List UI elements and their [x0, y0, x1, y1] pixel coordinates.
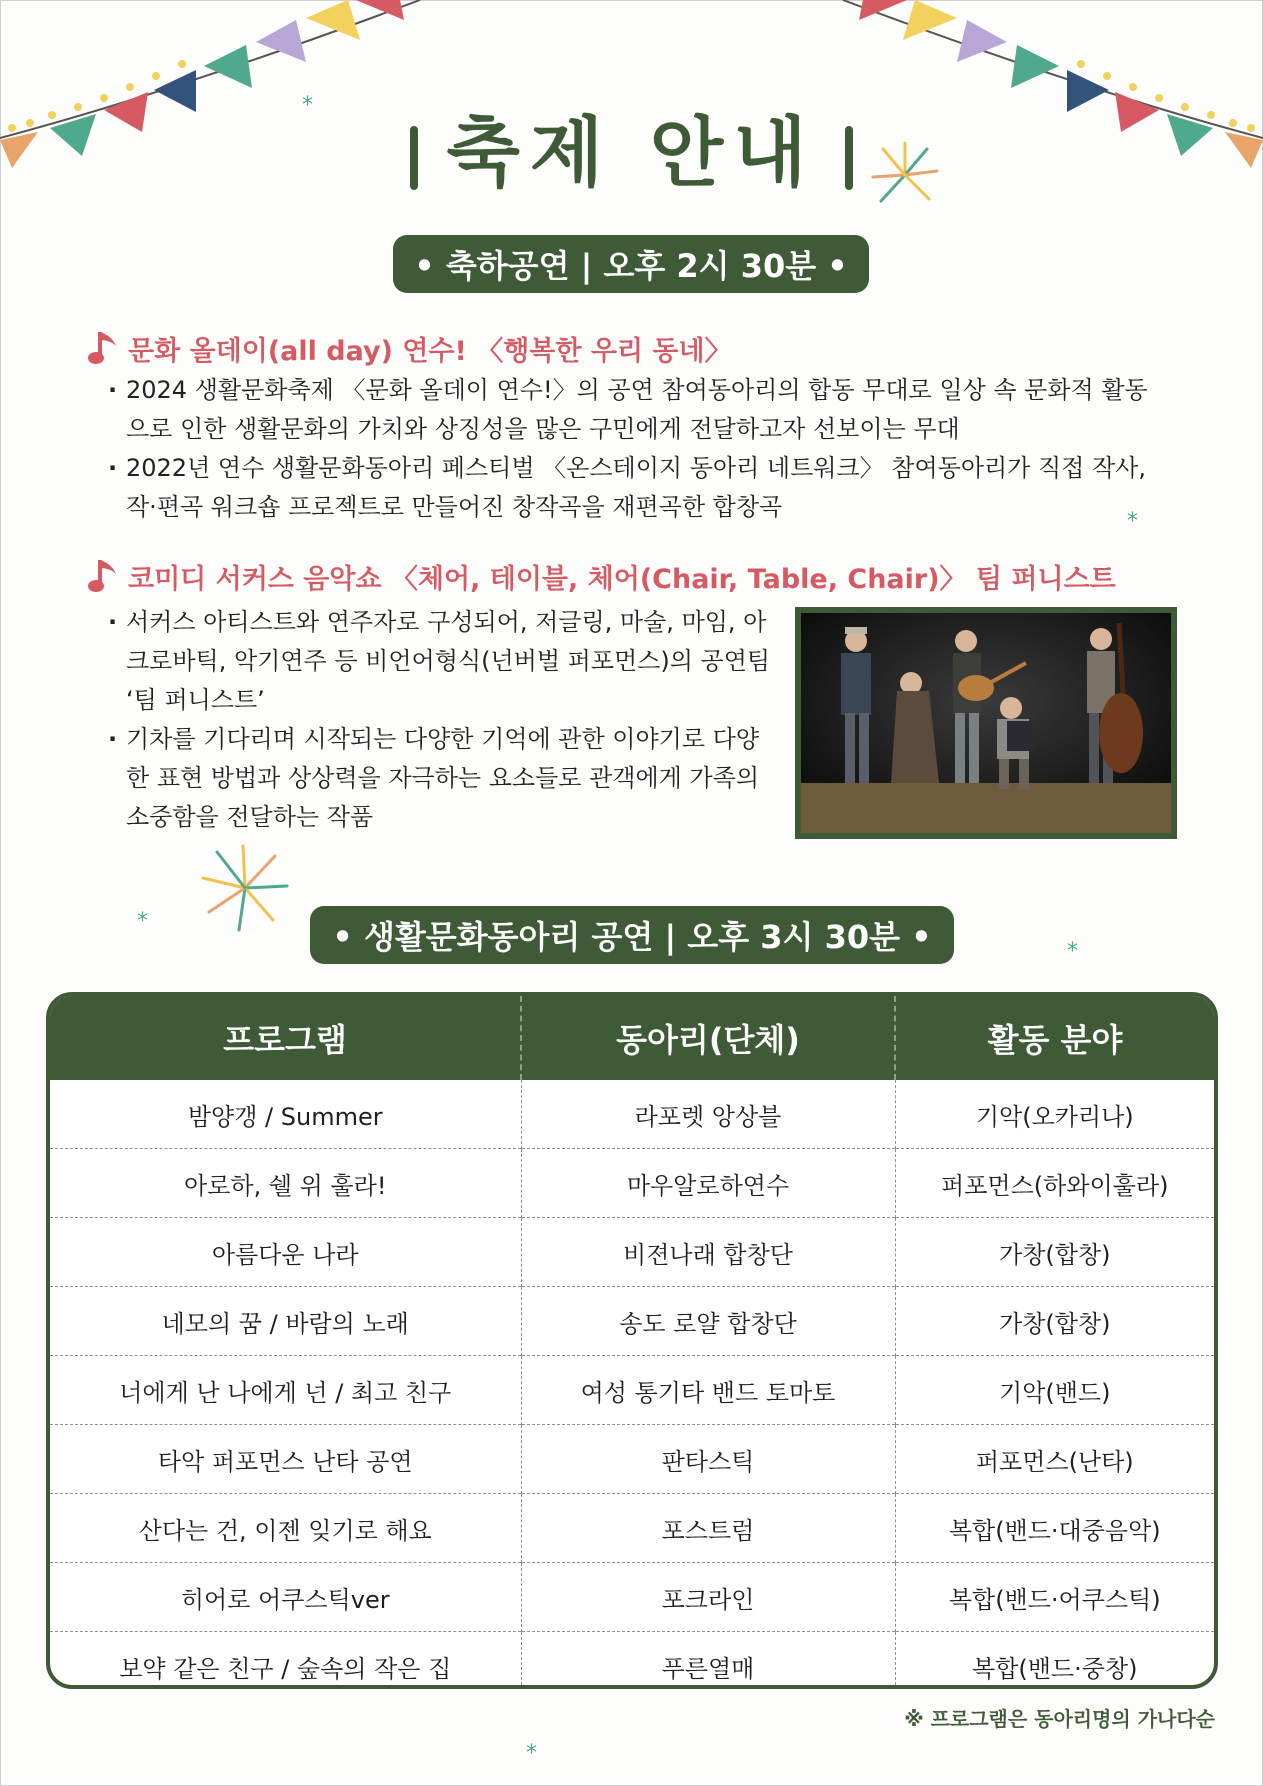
cell-club: 푸른열매 — [521, 1632, 895, 1690]
cell-field: 복합(밴드·중창) — [895, 1632, 1214, 1690]
cell-program: 보약 같은 친구 / 숲속의 작은 집 — [50, 1632, 521, 1690]
cell-club: 송도 로얄 합창단 — [521, 1287, 895, 1356]
cell-program: 네모의 꿈 / 바람의 노래 — [50, 1287, 521, 1356]
cell-field: 가창(합창) — [895, 1218, 1214, 1287]
firework-decoration — [195, 838, 295, 938]
cell-program: 밤양갱 / Summer — [187, 1102, 383, 1131]
music-note-icon — [88, 556, 122, 594]
performance-title — [88, 556, 1116, 596]
description-item: · 기차를 기다리며 시작되는 다양한 기억에 관한 이야기로 다양한 표현 방법과 상상력을 자극하는 요소들로 관객에게 가족의 소중함을 전달하는 작품 — [110, 720, 775, 837]
svg-text:*: * — [526, 1742, 537, 1762]
table-header-row — [50, 996, 1214, 1080]
cell-club: 비젼나래 합창단 — [521, 1218, 895, 1287]
performance-photo — [795, 607, 1177, 839]
cell-field: 퍼포먼스(난타) — [895, 1425, 1214, 1494]
cell-field: 기악(밴드) — [895, 1356, 1214, 1425]
cell-program: 너에게 난 나에게 넌 / 최고 친구 — [50, 1356, 521, 1425]
table-row — [50, 1425, 1214, 1494]
star-decoration — [135, 910, 155, 930]
music-note-icon — [88, 328, 122, 366]
star-decoration — [524, 1742, 544, 1762]
page-title — [0, 92, 1263, 201]
cell-club: 포스트럼 — [521, 1494, 895, 1563]
firework-decoration — [865, 135, 945, 215]
title-bar-right — [845, 126, 853, 190]
table-row — [50, 1494, 1214, 1563]
column-header-program: 프로그램 — [50, 996, 521, 1080]
column-header-field: 활동 분야 — [895, 996, 1214, 1080]
cell-field: 가창(합창) — [895, 1287, 1214, 1356]
table-row — [50, 1287, 1214, 1356]
cell-club: 여성 통기타 밴드 토마토 — [521, 1356, 895, 1425]
table-row — [50, 1218, 1214, 1287]
cell-program: 아로하, 쉘 위 훌라! — [50, 1149, 521, 1218]
page-title-wrap — [0, 92, 1263, 201]
performance-title-text: 문화 올데이(all day) 연수! 〈행복한 우리 동네〉 — [128, 336, 732, 367]
table-row — [50, 1356, 1214, 1425]
cell-field: 복합(밴드·어쿠스틱) — [895, 1563, 1214, 1632]
cell-program: 아름다운 나라 — [50, 1218, 521, 1287]
column-header-club: 동아리(단체) — [521, 996, 895, 1080]
performers-illustration — [801, 613, 1171, 833]
title-bar-left — [410, 126, 418, 190]
cell-club: 판타스틱 — [521, 1425, 895, 1494]
table-row — [50, 1080, 1214, 1149]
cell-club: 마우알로하연수 — [521, 1149, 895, 1218]
cell-club: 포크라인 — [521, 1563, 895, 1632]
performance-description-list — [110, 371, 1170, 527]
table-footnote: ※ 프로그램은 동아리명의 가나다순 — [904, 1707, 1215, 1731]
cell-field: 퍼포먼스(하와이훌라) — [895, 1149, 1214, 1218]
performance-title-text: 코미디 서커스 음악쇼 〈체어, 테이블, 체어(Chair, Table, Chair)〉 팀 퍼니스트 — [128, 564, 1116, 595]
svg-text:*: * — [137, 910, 148, 930]
svg-text:*: * — [302, 94, 313, 114]
cell-club: 라포렛 앙상블 — [521, 1080, 895, 1149]
table-row — [50, 1563, 1214, 1632]
star-decoration — [1065, 940, 1085, 960]
cell-program: 산다는 건, 이젠 잊기로 해요 — [50, 1494, 521, 1563]
cell-program: 타악 퍼포먼스 난타 공연 — [50, 1425, 521, 1494]
cell-field: 복합(밴드·대중음악) — [895, 1494, 1214, 1563]
program-table — [50, 996, 1214, 1689]
star-decoration — [300, 94, 320, 114]
svg-text:*: * — [1067, 940, 1078, 960]
program-table-wrap — [46, 992, 1218, 1689]
svg-text:*: * — [1127, 510, 1138, 530]
table-row — [50, 1632, 1214, 1690]
page-title-text: 축제 안내 — [446, 108, 817, 197]
description-item: · 2022년 연수 생활문화동아리 페스티벌 〈온스테이지 동아리 네트워크〉 참여동아리가 직접 작사, 작·편곡 워크숍 프로젝트로 만들어진 창작곡을 재편곡한 합창곡 — [110, 449, 1170, 527]
description-item: · 2024 생활문화축제 〈문화 올데이 연수!〉의 공연 참여동아리의 합동 무대로 일상 속 문화적 활동으로 인한 생활문화의 가치와 상징성을 많은 구민에게 전달하고자 선보이는 무대 — [110, 371, 1170, 449]
performance-title — [88, 328, 732, 368]
description-item: · 서커스 아티스트와 연주자로 구성되어, 저글링, 마술, 마임, 아크로바틱, 악기연주 등 비언어형식(넌버벌 퍼포먼스)의 공연팀 ‘팀 퍼니스트’ — [110, 603, 775, 720]
section-pill-club-performance: • 생활문화동아리 공연 | 오후 3시 30분 • — [310, 906, 954, 964]
cell-field: 기악(오카리나) — [895, 1080, 1214, 1149]
table-row — [50, 1149, 1214, 1218]
cell-program: 히어로 어쿠스틱ver — [50, 1563, 521, 1632]
performance-description-list — [110, 603, 775, 837]
section-pill-celebration: • 축하공연 | 오후 2시 30분 • — [393, 235, 869, 293]
